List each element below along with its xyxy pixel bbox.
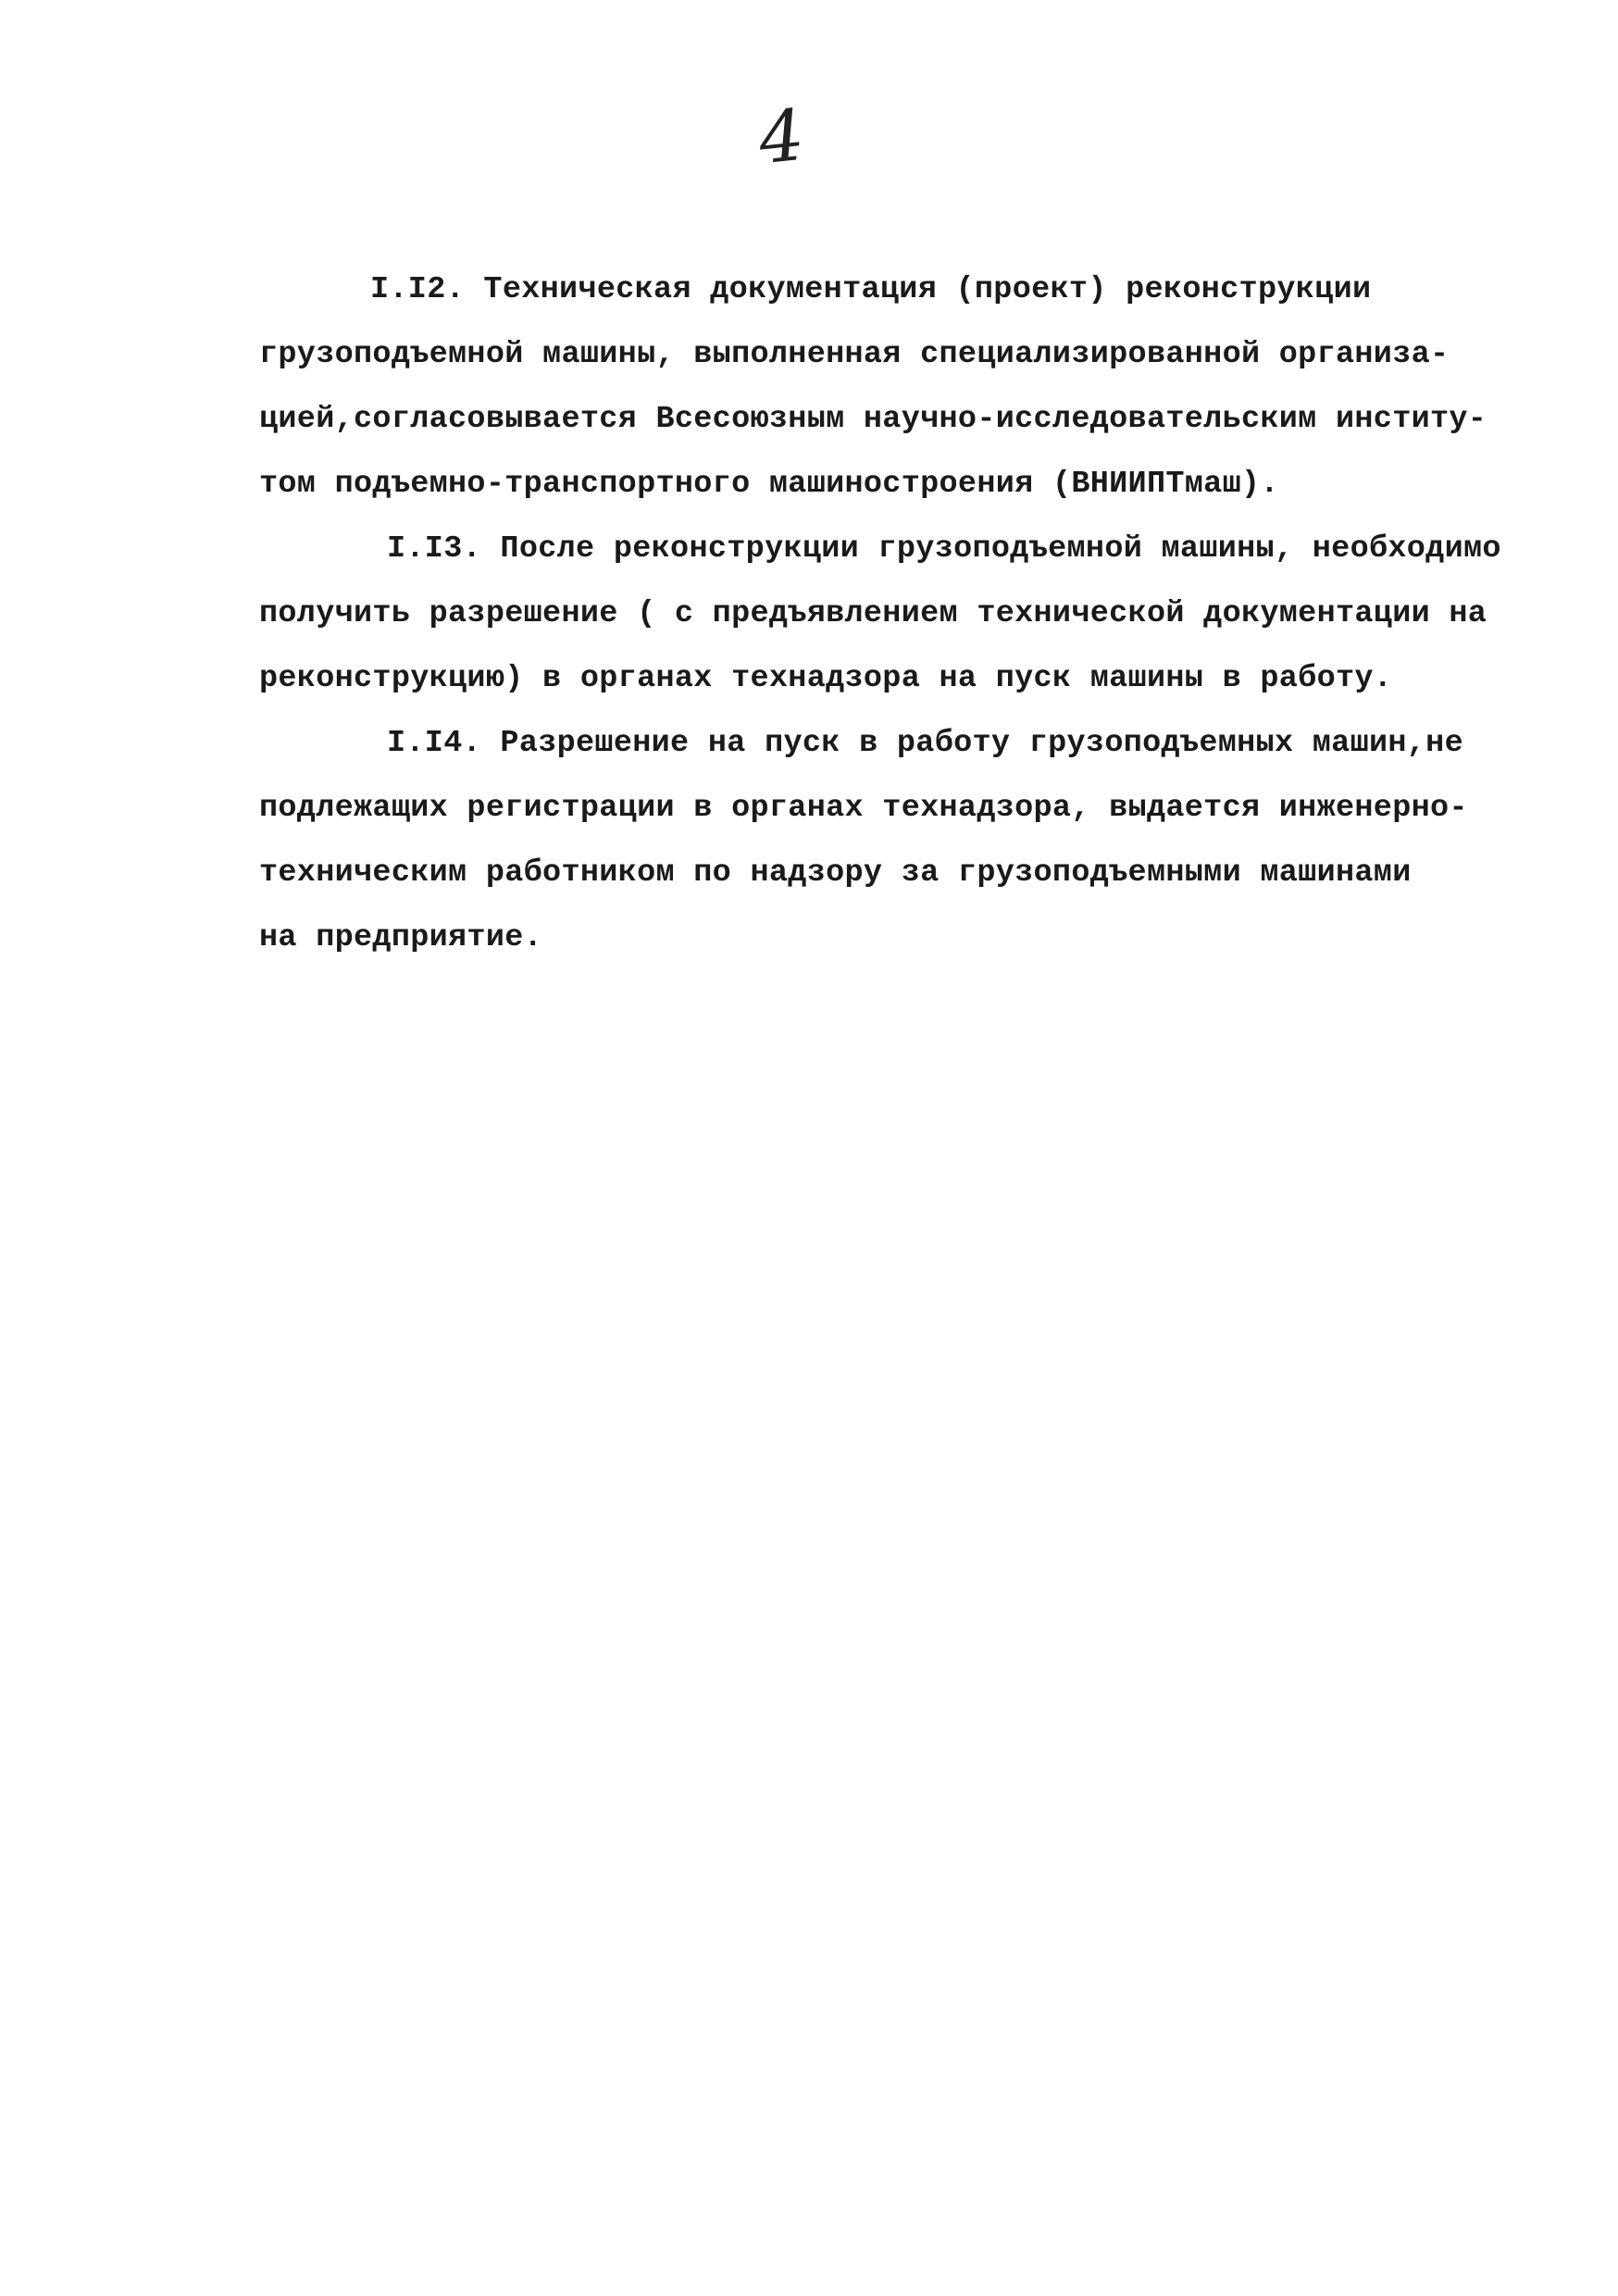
text-line: I.I2. Техническая документация (проект) реконструкции xyxy=(370,272,1372,307)
text-line: реконструкцию) в органах технадзора на пуск машины в работу. xyxy=(259,661,1393,696)
paragraph-1-12 xyxy=(259,257,1500,517)
text-line: цией,согласовывается Всесоюзным научно-исследовательским институ- xyxy=(259,402,1487,437)
text-line: том подъемно-транспортного машиностроения (ВНИИПТмаш). xyxy=(259,467,1279,502)
text-line: I.I3. После реконструкции грузоподъемной машины, необходимо xyxy=(387,531,1501,567)
page-number: 4 xyxy=(754,93,808,181)
paragraph-1-13 xyxy=(259,517,1500,711)
text-line: на предприятие. xyxy=(259,920,543,955)
paragraph-1-14 xyxy=(259,711,1500,970)
text-line: I.I4. Разрешение на пуск в работу грузоподъемных машин,не xyxy=(387,726,1463,761)
text-line: грузоподъемной машины, выполненная специализированной организа- xyxy=(259,337,1450,372)
text-line: подлежащих регистрации в органах технадзора, выдается инженерно- xyxy=(259,791,1468,826)
text-line: получить разрешение ( с предъявлением технической документации на xyxy=(259,596,1487,631)
document-body xyxy=(259,257,1500,970)
text-line: техническим работником по надзору за грузоподъемными машинами xyxy=(259,855,1412,891)
